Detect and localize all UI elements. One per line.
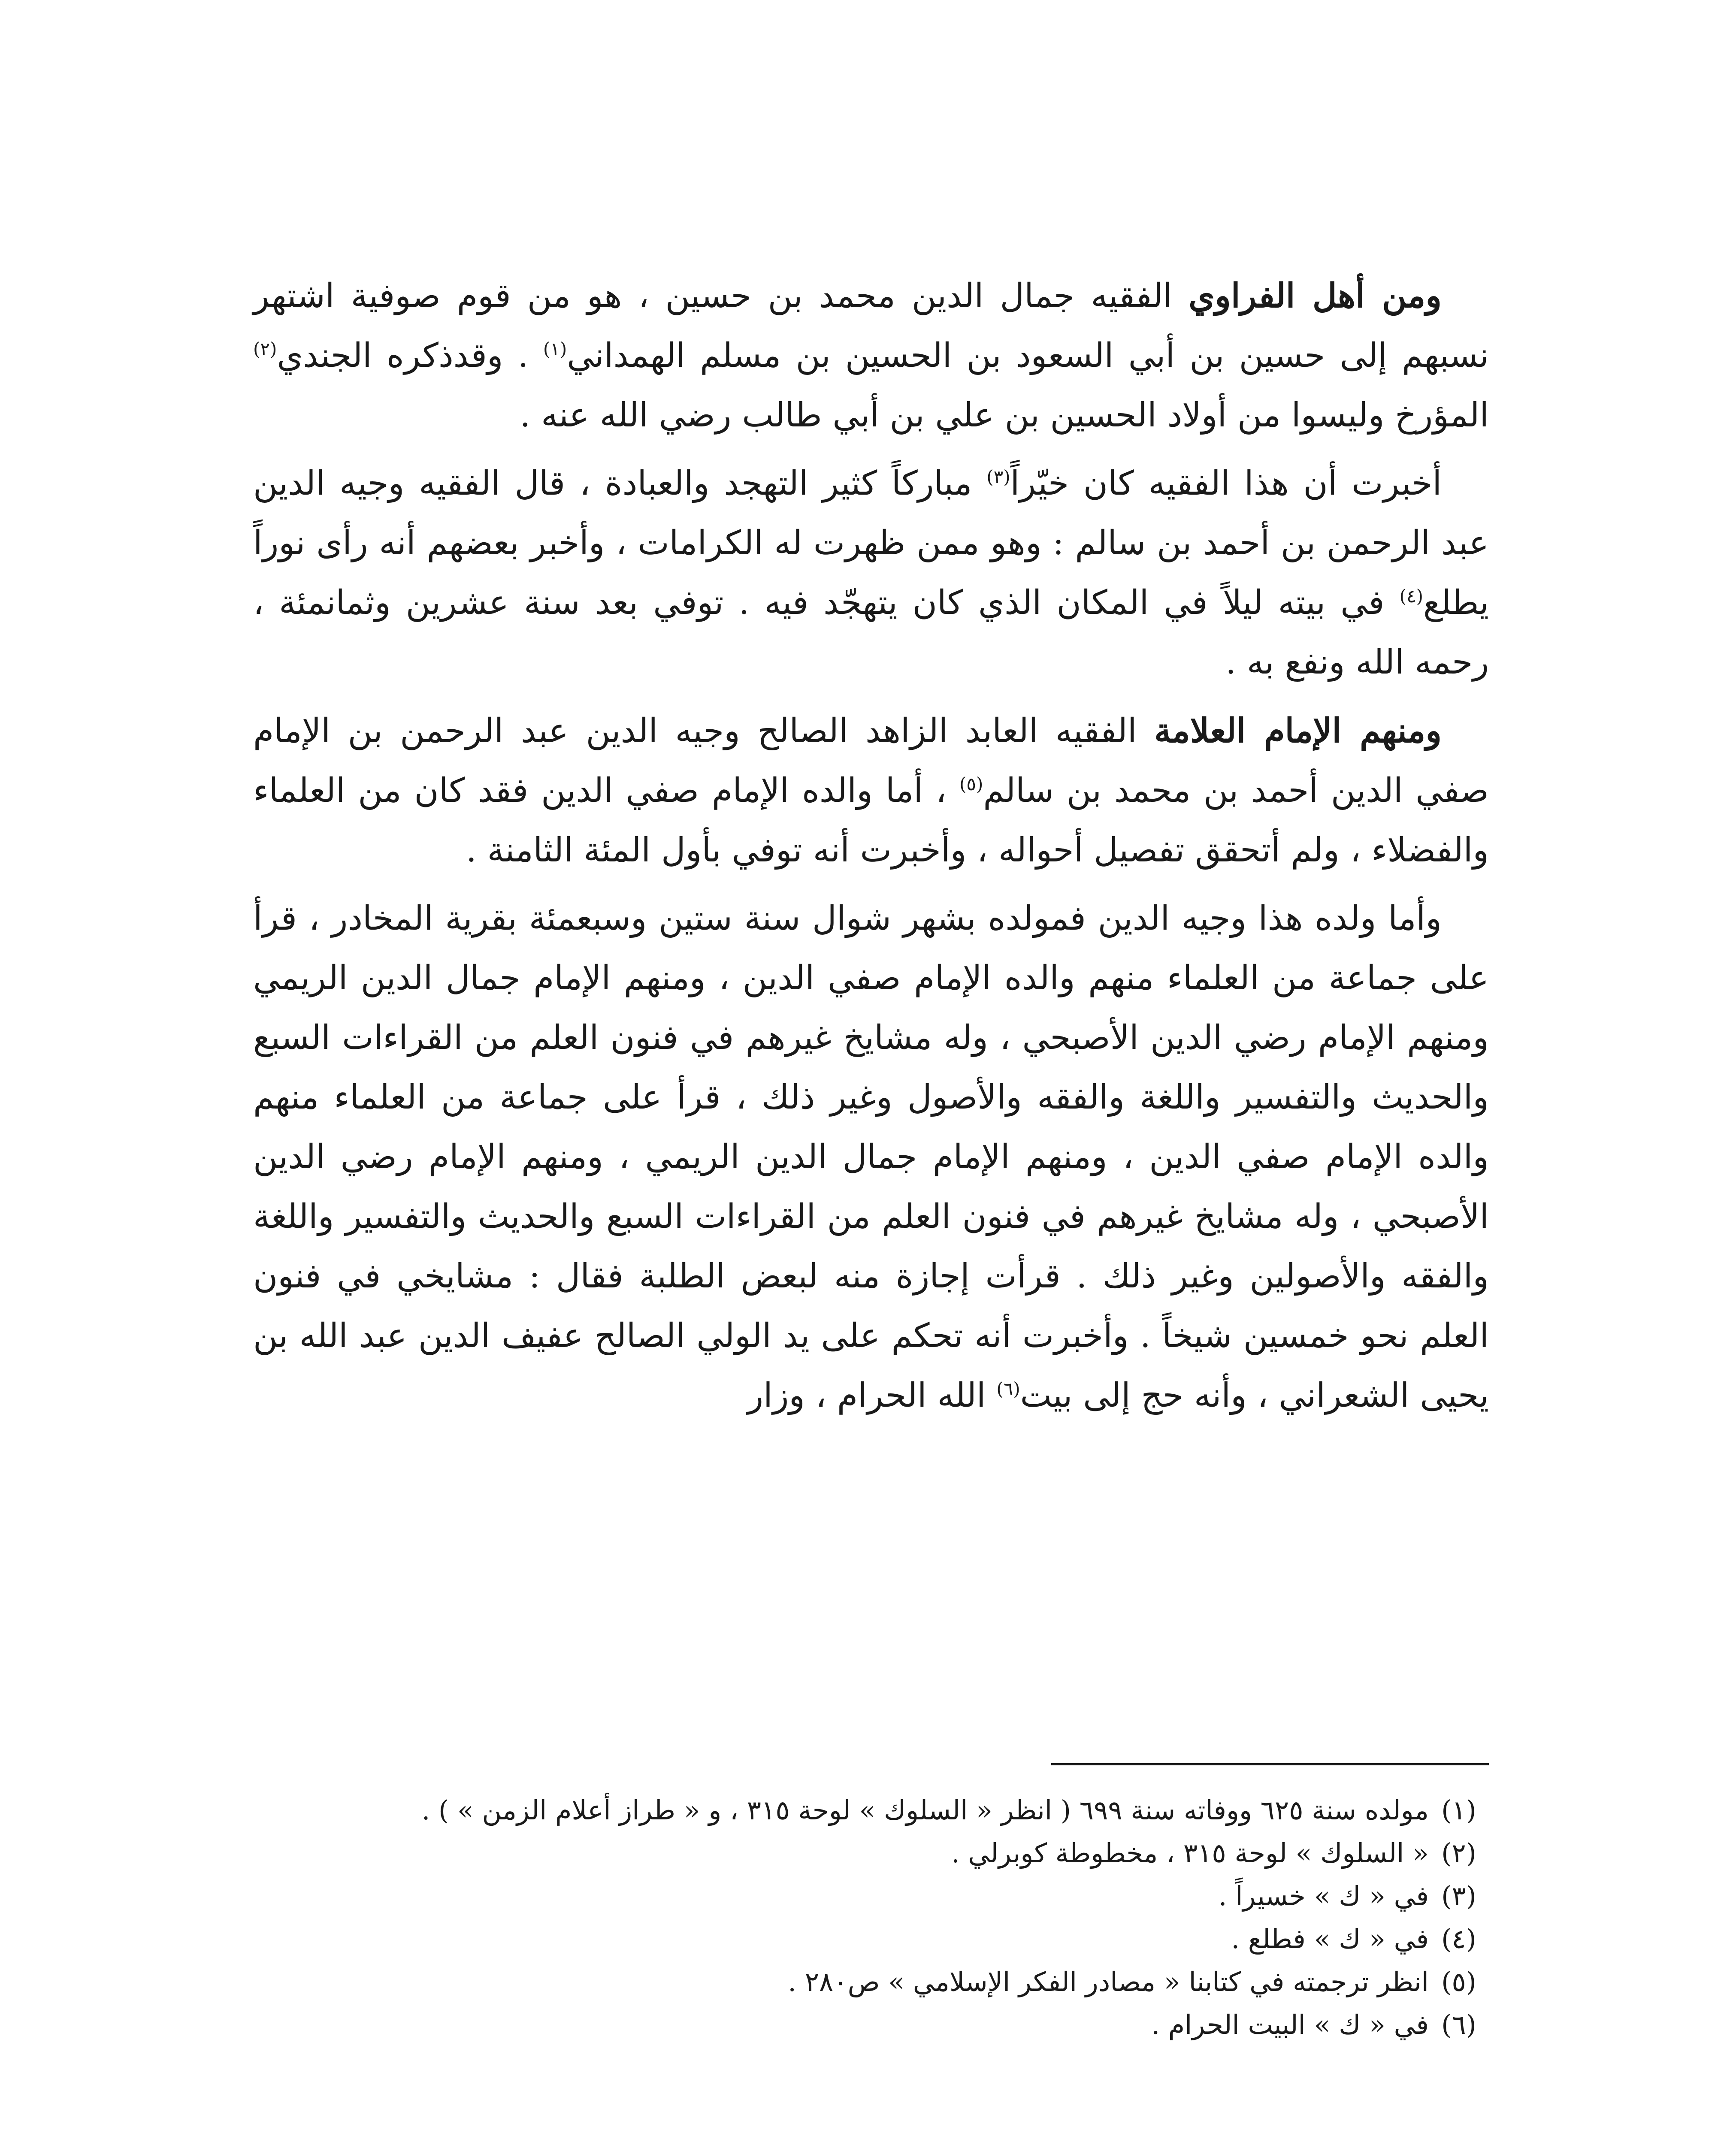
footnote-number: (٥) (1441, 1966, 1476, 1997)
footnote-marker: (٥) (959, 773, 983, 795)
paragraph-text: مباركاً كثير التهجد والعبادة ، قال الفقيه وجيه الدين عبد الرحمن بن أحمد بن سالم : وهو ممن ظهرت له الكرامات ، وأخبر بعضهم أنه رأى نوراً يطلع (253, 464, 1489, 622)
footnote-number: (٣) (1441, 1880, 1476, 1912)
footnote-text: « السلوك » لوحة ٣١٥ ، مخطوطة كوبرلي . (951, 1837, 1429, 1869)
footnote-number: (٤) (1441, 1923, 1476, 1955)
paragraph (253, 701, 1489, 880)
footnote-text: مولده سنة ٦٢٥ ووفاته سنة ٦٩٩ ( انظر « السلوك » لوحة ٣١٥ ، و « طراز أعلام الزمن » ) . (421, 1795, 1429, 1826)
footnote-item (253, 1832, 1489, 1875)
paragraph-text: الفقيه العابد الزاهد الصالح وجيه الدين عبد الرحمن بن الإمام صفي الدين أحمد بن محمد بن سالم (253, 712, 1489, 810)
footnote-marker: (٤) (1399, 586, 1423, 607)
footnote-item (253, 1789, 1489, 1832)
footnote-item (253, 1875, 1489, 1918)
footnote-number: (٦) (1441, 2009, 1476, 2040)
footnote-item (253, 1961, 1489, 2003)
main-text (253, 266, 1489, 1426)
footnote-list (253, 1789, 1489, 2046)
paragraph-text: وأما ولده هذا وجيه الدين فمولده بشهر شوال سنة ستين وسبعمئة بقرية المخادر ، قرأ على جماعة من العلماء منهم والده الإمام صفي الدين ، ومنهم الإمام جمال الدين الريمي ومنهم الإمام رضي الدين الأصبحي ، وله مشايخ غيرهم في فنون العلم من القراءات السبع والحديث والتفسير واللغة والفقه والأصول وغير ذلك ، قرأ على جماعة من العلماء منهم والده الإمام صفي الدين ، ومنهم الإمام جمال الدين الريمي ، ومنهم الإمام رضي الدين الأصبحي ، وله مشايخ غيرهم في فنون العلم من القراءات السبع والحديث والتفسير واللغة والفقه والأصولين وغير ذلك . قرأت إجازة منه لبعض الطلبة فقال : مشايخي في فنون العلم نحو خمسين شيخاً . وأخبرت أنه تحكم على يد الولي الصالح عفيف الدين عبد الله بن يحيى الشعراني ، وأنه حج إلى بيت (253, 899, 1489, 1415)
paragraph-gap (253, 445, 1489, 454)
paragraph-text: في بيته ليلاً في المكان الذي كان يتهجّد فيه . توفي بعد سنة عشرين وثمانمئة ، رحمه الله ونفع به . (253, 583, 1489, 682)
section-lead: ومن أهل الفراوي (1189, 276, 1442, 315)
paragraph-text: أخبرت أن هذا الفقيه كان خيّراً (1010, 464, 1442, 503)
paragraph (253, 454, 1489, 692)
footnote-item (253, 1918, 1489, 1961)
paragraph-gap (253, 880, 1489, 889)
footnote-marker: (١) (543, 338, 567, 360)
footnote-number: (٢) (1441, 1837, 1476, 1869)
paragraph-text: المؤرخ وليسوا من أولاد الحسين بن علي بن أبي طالب رضي الله عنه . (520, 396, 1489, 435)
paragraph-text: الله الحرام ، وزار (747, 1376, 997, 1415)
paragraph-text: . وقدذكره الجندي (277, 336, 543, 375)
paragraph (253, 889, 1489, 1426)
footnote-number: (١) (1441, 1795, 1476, 1826)
paragraph (253, 266, 1489, 445)
page-body (253, 266, 1489, 1426)
paragraph-text: ، أما والده الإمام صفي الدين فقد كان من العلماء والفضلاء ، ولم أتحقق تفصيل أحواله ، وأخبرت أنه توفي بأول المئة الثامنة . (253, 771, 1489, 870)
footnote-marker: (٣) (986, 466, 1010, 487)
footnote-text: في « ك » البيت الحرام . (1151, 2009, 1429, 2040)
paragraph-text: الفقيه جمال الدين محمد بن حسين ، هو من قوم صوفية اشتهر نسبهم إلى حسين بن أبي السعود بن الحسين بن مسلم الهمداني (253, 277, 1489, 375)
section-lead: ومنهم الإمام العلامة (1154, 711, 1442, 750)
footnote-marker: (٦) (996, 1378, 1020, 1399)
footnote-text: انظر ترجمته في كتابنا « مصادر الفكر الإسلامي » ص٢٨٠ . (788, 1966, 1429, 1997)
footnote-marker: (٢) (253, 338, 277, 360)
footnote-item (253, 2003, 1489, 2046)
footnote-divider (1051, 1763, 1489, 1765)
footnote-text: في « ك » فطلع . (1231, 1923, 1429, 1955)
paragraph-gap (253, 692, 1489, 701)
footnote-text: في « ك » خسيراً . (1218, 1880, 1429, 1912)
